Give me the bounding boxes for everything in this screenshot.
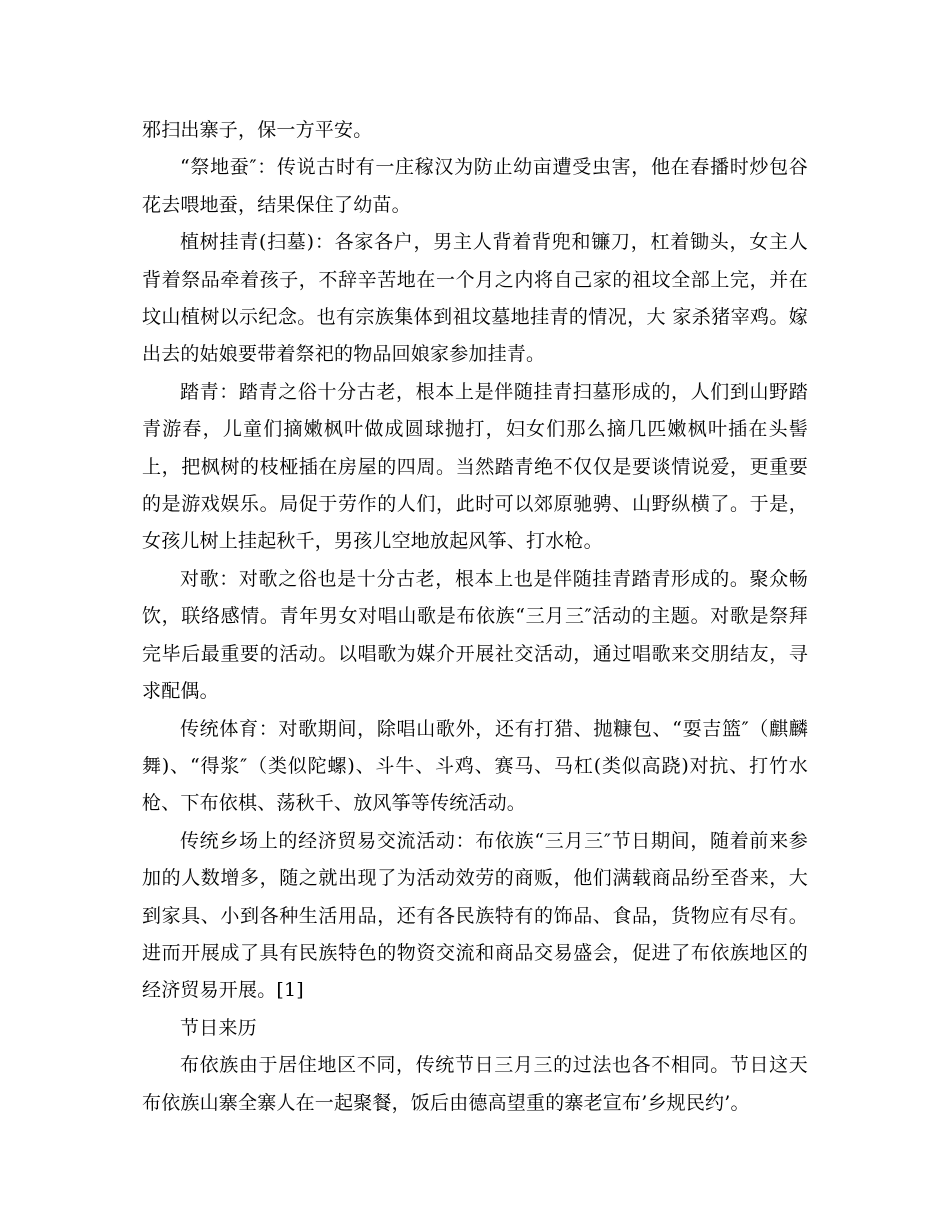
paragraph-economic-trade: 传统乡场上的经济贸易交流活动：布依族“三月三″节日期间，随着前来参加的人数增多，随之就出现了为活动效劳的商贩，他们满载商品纷至沓来，大到家具、小到各种生活用品，还有各民族特有的饰品、食品，货物应有尽有。进而开展成了具有民族特色的物资交流和商品交易盛会，促进了布依族地区的经济贸易开展。[1] — [142, 829, 808, 1002]
section-heading-festival-origin: 节日来历 — [180, 1016, 257, 1039]
paragraph-festival-origin: 布依族由于居住地区不同，传统节日三月三的过法也各不相同。节日这天布依族山寨全寨人在一起聚餐，饭后由德高望重的寨老宣布’乡规民约’。 — [142, 1054, 808, 1114]
paragraph-zhi-shu-gua-qing: 植树挂青(扫墓)：各家各户，男主人背着背兜和镰刀，杠着锄头，女主人背着祭品牵着孩子，不辞辛苦地在一个月之内将自己家的祖坟全部上完，并在坟山植树以示纪念。也有宗族集体到祖坟墓地挂青的情况，大 家杀猪宰鸡。嫁出去的姑娘要带着祭祀的物品回娘家参加挂青。 — [142, 231, 808, 366]
paragraph-ji-di-can: “祭地蚕″：传说古时有一庄稼汉为防止幼亩遭受虫害，他在春播时炒包谷花去喂地蚕，结果保住了幼苗。 — [142, 156, 808, 216]
paragraph-continuation: 邪扫出寨子，保一方平安。 — [142, 119, 373, 141]
document-page — [142, 112, 808, 1122]
paragraph-ta-qing: 踏青：踏青之俗十分古老，根本上是伴随挂青扫墓形成的，人们到山野踏青游春，儿童们摘嫩枫叶做成圆球抛打，妇女们那么摘几匹嫩枫叶插在头髻上，把枫树的枝桠插在房屋的四周。当然踏青绝不仅仅是要谈情说爱，更重要的是游戏娱乐。局促于劳作的人们，此时可以郊原驰骋、山野纵横了。于是，女孩儿树上挂起秋千，男孩儿空地放起风筝、打水枪。 — [142, 380, 808, 553]
paragraph-dui-ge: 对歌：对歌之俗也是十分古老，根本上也是伴随挂青踏青形成的。聚众畅饮，联络感情。青年男女对唱山歌是布依族“三月三″活动的主题。对歌是祭拜完毕后最重要的活动。以唱歌为媒介开展社交活动，通过唱歌来交朋结友，寻求配偶。 — [142, 567, 808, 703]
paragraph-traditional-sports: 传统体育：对歌期间，除唱山歌外，还有打猎、抛糠包、“耍吉篮″（麒麟舞)、“得浆″（类似陀螺)、斗牛、斗鸡、赛马、马杠(类似高跷)对抗、打竹水枪、下布依棋、荡秋千、放风筝等传统活动。 — [142, 717, 808, 815]
